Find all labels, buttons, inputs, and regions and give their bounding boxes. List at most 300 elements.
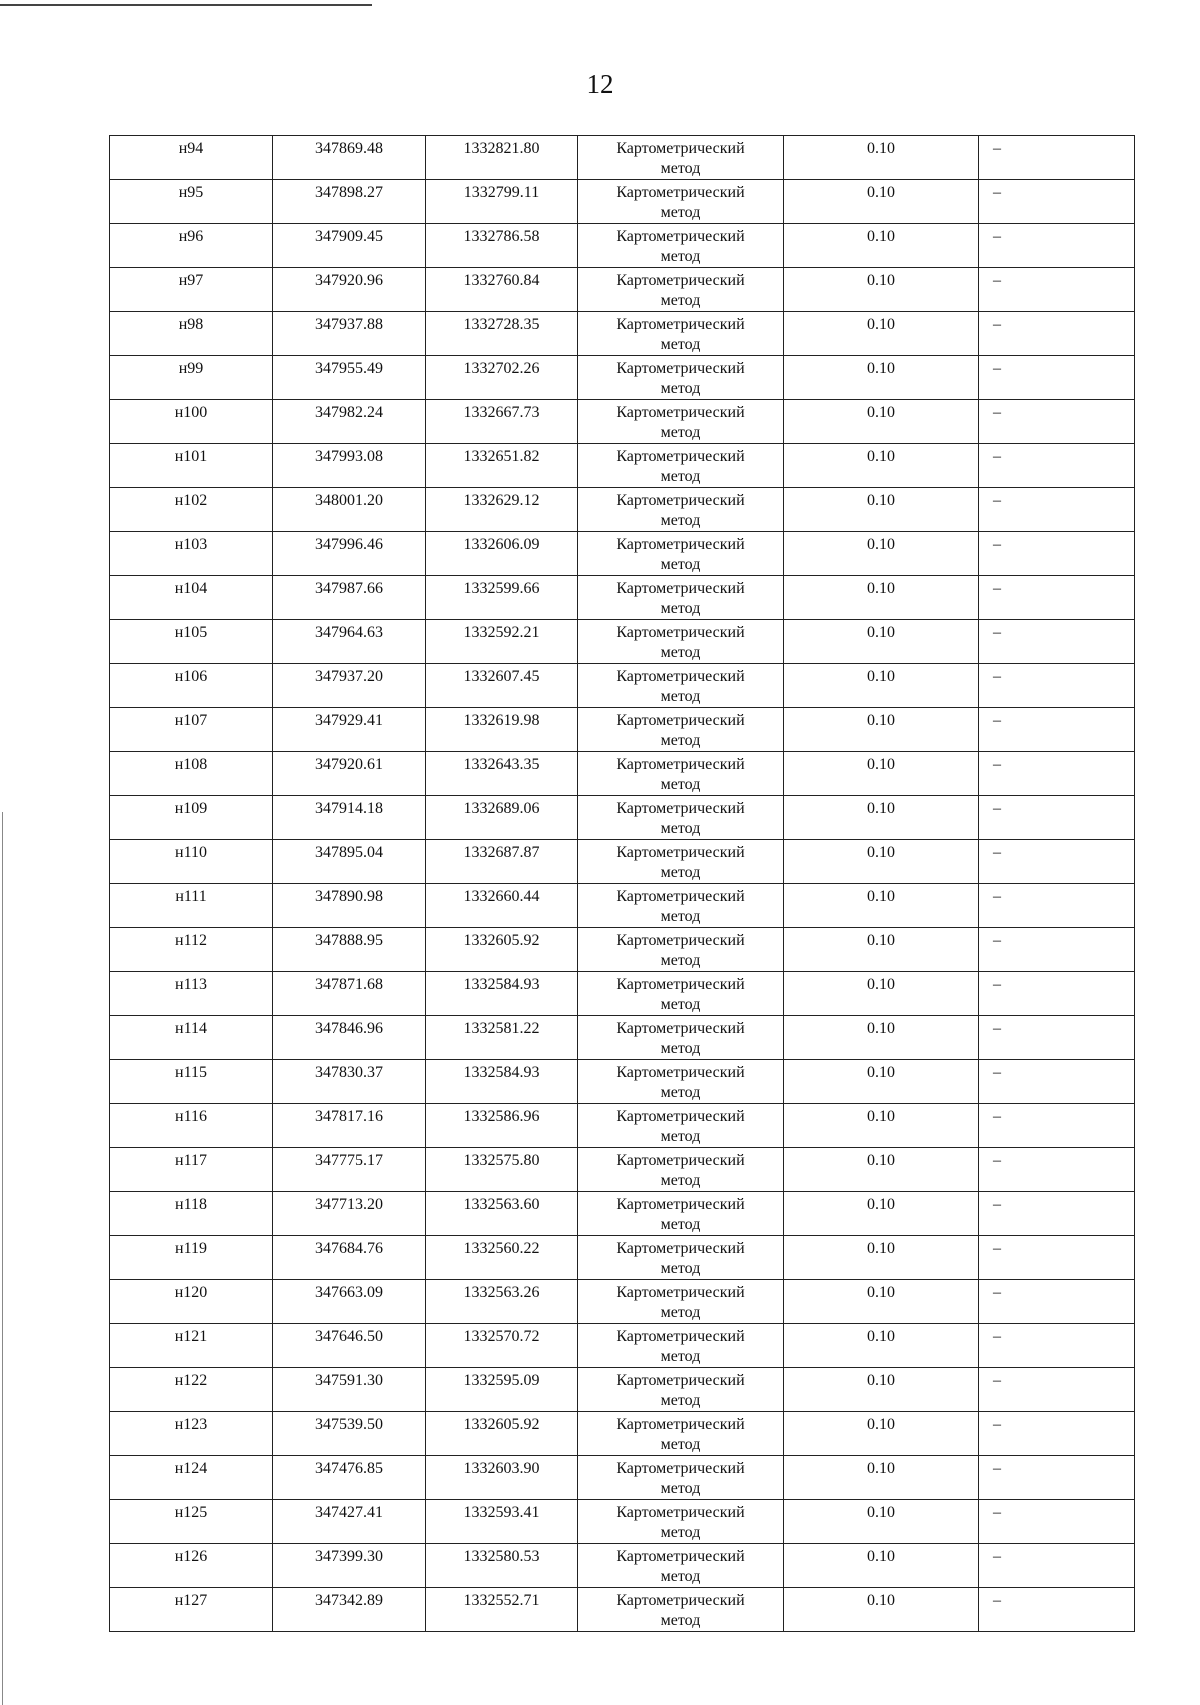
accuracy-cell: 0.10 [784, 1368, 979, 1412]
method-line-2: метод [660, 556, 701, 573]
method-line-2: метод [660, 336, 701, 353]
method-cell [578, 1236, 784, 1280]
method-line-2: метод [660, 820, 701, 837]
y-coordinate-cell: 1332581.22 [426, 1016, 578, 1060]
table-row [110, 136, 1135, 180]
method-line-2: метод [660, 468, 701, 485]
table-row [110, 1456, 1135, 1500]
method-cell [578, 1500, 784, 1544]
method-line-2: метод [660, 688, 701, 705]
point-id-cell: н122 [110, 1368, 273, 1412]
method-cell [578, 620, 784, 664]
note-cell: – [979, 400, 1135, 444]
y-coordinate-cell: 1332584.93 [426, 972, 578, 1016]
method-line-1: Картометрический [616, 360, 745, 377]
note-cell: – [979, 752, 1135, 796]
accuracy-cell: 0.10 [784, 884, 979, 928]
method-line-1: Картометрический [616, 580, 745, 597]
y-coordinate-cell: 1332619.98 [426, 708, 578, 752]
note-cell: – [979, 1192, 1135, 1236]
table-row [110, 620, 1135, 664]
note-cell: – [979, 224, 1135, 268]
method-line-2: метод [660, 600, 701, 617]
method-cell [578, 1148, 784, 1192]
method-line-1: Картометрический [616, 404, 745, 421]
accuracy-cell: 0.10 [784, 1104, 979, 1148]
table-row [110, 840, 1135, 884]
note-cell: – [979, 1500, 1135, 1544]
method-line-1: Картометрический [616, 844, 745, 861]
method-cell [578, 752, 784, 796]
table-row [110, 444, 1135, 488]
x-coordinate-cell: 348001.20 [273, 488, 426, 532]
y-coordinate-cell: 1332629.12 [426, 488, 578, 532]
method-line-1: Картометрический [616, 1328, 745, 1345]
x-coordinate-cell: 347987.66 [273, 576, 426, 620]
method-line-2: метод [660, 1040, 701, 1057]
point-id-cell: н98 [110, 312, 273, 356]
method-cell [578, 1016, 784, 1060]
accuracy-cell: 0.10 [784, 576, 979, 620]
x-coordinate-cell: 347817.16 [273, 1104, 426, 1148]
y-coordinate-cell: 1332592.21 [426, 620, 578, 664]
method-line-2: метод [660, 1480, 701, 1497]
point-id-cell: н126 [110, 1544, 273, 1588]
y-coordinate-cell: 1332799.11 [426, 180, 578, 224]
method-cell [578, 488, 784, 532]
scan-artifact-left-line [2, 812, 3, 1705]
accuracy-cell: 0.10 [784, 224, 979, 268]
method-line-1: Картометрический [616, 668, 745, 685]
method-cell [578, 928, 784, 972]
accuracy-cell: 0.10 [784, 1544, 979, 1588]
method-line-2: метод [660, 292, 701, 309]
accuracy-cell: 0.10 [784, 444, 979, 488]
method-line-1: Картометрический [616, 932, 745, 949]
method-line-1: Картометрический [616, 1152, 745, 1169]
y-coordinate-cell: 1332563.60 [426, 1192, 578, 1236]
note-cell: – [979, 1412, 1135, 1456]
point-id-cell: н114 [110, 1016, 273, 1060]
method-cell [578, 1192, 784, 1236]
note-cell: – [979, 268, 1135, 312]
table-row [110, 752, 1135, 796]
method-line-1: Картометрический [616, 1284, 745, 1301]
method-cell [578, 1588, 784, 1632]
method-line-1: Картометрический [616, 448, 745, 465]
method-line-2: метод [660, 952, 701, 969]
method-line-2: метод [660, 1260, 701, 1277]
method-cell [578, 312, 784, 356]
y-coordinate-cell: 1332667.73 [426, 400, 578, 444]
note-cell: – [979, 1544, 1135, 1588]
point-id-cell: н107 [110, 708, 273, 752]
y-coordinate-cell: 1332586.96 [426, 1104, 578, 1148]
method-line-2: метод [660, 1216, 701, 1233]
method-line-1: Картометрический [616, 1416, 745, 1433]
x-coordinate-cell: 347871.68 [273, 972, 426, 1016]
accuracy-cell: 0.10 [784, 1060, 979, 1104]
note-cell: – [979, 136, 1135, 180]
accuracy-cell: 0.10 [784, 1412, 979, 1456]
coordinates-table [109, 135, 1135, 1632]
point-id-cell: н100 [110, 400, 273, 444]
method-line-1: Картометрический [616, 756, 745, 773]
y-coordinate-cell: 1332760.84 [426, 268, 578, 312]
table-row [110, 1148, 1135, 1192]
accuracy-cell: 0.10 [784, 356, 979, 400]
accuracy-cell: 0.10 [784, 752, 979, 796]
accuracy-cell: 0.10 [784, 1016, 979, 1060]
method-line-2: метод [660, 996, 701, 1013]
method-line-1: Картометрический [616, 1240, 745, 1257]
point-id-cell: н112 [110, 928, 273, 972]
x-coordinate-cell: 347920.61 [273, 752, 426, 796]
table-row [110, 180, 1135, 224]
x-coordinate-cell: 347937.88 [273, 312, 426, 356]
x-coordinate-cell: 347993.08 [273, 444, 426, 488]
method-line-2: метод [660, 864, 701, 881]
method-line-2: метод [660, 160, 701, 177]
method-cell [578, 268, 784, 312]
table-row [110, 972, 1135, 1016]
y-coordinate-cell: 1332651.82 [426, 444, 578, 488]
x-coordinate-cell: 347646.50 [273, 1324, 426, 1368]
point-id-cell: н101 [110, 444, 273, 488]
accuracy-cell: 0.10 [784, 664, 979, 708]
point-id-cell: н116 [110, 1104, 273, 1148]
x-coordinate-cell: 347955.49 [273, 356, 426, 400]
note-cell: – [979, 444, 1135, 488]
table-row [110, 1412, 1135, 1456]
method-line-1: Картометрический [616, 1064, 745, 1081]
x-coordinate-cell: 347830.37 [273, 1060, 426, 1104]
method-line-2: метод [660, 1348, 701, 1365]
x-coordinate-cell: 347909.45 [273, 224, 426, 268]
note-cell: – [979, 356, 1135, 400]
method-line-1: Картометрический [616, 1592, 745, 1609]
accuracy-cell: 0.10 [784, 1500, 979, 1544]
method-line-2: метод [660, 424, 701, 441]
method-line-1: Картометрический [616, 228, 745, 245]
note-cell: – [979, 180, 1135, 224]
table-row [110, 532, 1135, 576]
table-row [110, 268, 1135, 312]
y-coordinate-cell: 1332552.71 [426, 1588, 578, 1632]
y-coordinate-cell: 1332607.45 [426, 664, 578, 708]
x-coordinate-cell: 347476.85 [273, 1456, 426, 1500]
method-line-2: метод [660, 732, 701, 749]
method-line-1: Картометрический [616, 1372, 745, 1389]
method-line-2: метод [660, 1612, 701, 1629]
x-coordinate-cell: 347846.96 [273, 1016, 426, 1060]
accuracy-cell: 0.10 [784, 840, 979, 884]
method-line-1: Картометрический [616, 316, 745, 333]
table-row [110, 1104, 1135, 1148]
point-id-cell: н123 [110, 1412, 273, 1456]
method-cell [578, 664, 784, 708]
accuracy-cell: 0.10 [784, 796, 979, 840]
method-line-2: метод [660, 380, 701, 397]
method-line-1: Картометрический [616, 1460, 745, 1477]
method-line-2: метод [660, 1304, 701, 1321]
point-id-cell: н104 [110, 576, 273, 620]
table-row [110, 1324, 1135, 1368]
method-line-2: метод [660, 1568, 701, 1585]
point-id-cell: н127 [110, 1588, 273, 1632]
method-line-1: Картометрический [616, 1020, 745, 1037]
method-cell [578, 1104, 784, 1148]
x-coordinate-cell: 347929.41 [273, 708, 426, 752]
note-cell: – [979, 1236, 1135, 1280]
method-line-1: Картометрический [616, 140, 745, 157]
method-line-1: Картометрический [616, 1196, 745, 1213]
method-cell [578, 356, 784, 400]
method-cell [578, 884, 784, 928]
y-coordinate-cell: 1332606.09 [426, 532, 578, 576]
point-id-cell: н111 [110, 884, 273, 928]
point-id-cell: н120 [110, 1280, 273, 1324]
point-id-cell: н113 [110, 972, 273, 1016]
accuracy-cell: 0.10 [784, 312, 979, 356]
point-id-cell: н94 [110, 136, 273, 180]
table-row [110, 400, 1135, 444]
note-cell: – [979, 664, 1135, 708]
table-row [110, 1016, 1135, 1060]
method-cell [578, 1544, 784, 1588]
note-cell: – [979, 576, 1135, 620]
table-row [110, 1544, 1135, 1588]
point-id-cell: н99 [110, 356, 273, 400]
method-line-2: метод [660, 512, 701, 529]
note-cell: – [979, 840, 1135, 884]
point-id-cell: н102 [110, 488, 273, 532]
x-coordinate-cell: 347684.76 [273, 1236, 426, 1280]
method-line-1: Картометрический [616, 624, 745, 641]
accuracy-cell: 0.10 [784, 136, 979, 180]
method-line-2: метод [660, 908, 701, 925]
accuracy-cell: 0.10 [784, 1280, 979, 1324]
method-line-1: Картометрический [616, 800, 745, 817]
y-coordinate-cell: 1332689.06 [426, 796, 578, 840]
point-id-cell: н125 [110, 1500, 273, 1544]
method-line-2: метод [660, 1392, 701, 1409]
x-coordinate-cell: 347890.98 [273, 884, 426, 928]
method-cell [578, 708, 784, 752]
table-row [110, 664, 1135, 708]
method-line-1: Картометрический [616, 1108, 745, 1125]
accuracy-cell: 0.10 [784, 488, 979, 532]
point-id-cell: н110 [110, 840, 273, 884]
table-row [110, 708, 1135, 752]
accuracy-cell: 0.10 [784, 708, 979, 752]
point-id-cell: н115 [110, 1060, 273, 1104]
method-cell [578, 1368, 784, 1412]
x-coordinate-cell: 347713.20 [273, 1192, 426, 1236]
y-coordinate-cell: 1332687.87 [426, 840, 578, 884]
note-cell: – [979, 1148, 1135, 1192]
y-coordinate-cell: 1332560.22 [426, 1236, 578, 1280]
note-cell: – [979, 884, 1135, 928]
y-coordinate-cell: 1332605.92 [426, 928, 578, 972]
y-coordinate-cell: 1332563.26 [426, 1280, 578, 1324]
accuracy-cell: 0.10 [784, 928, 979, 972]
x-coordinate-cell: 347427.41 [273, 1500, 426, 1544]
note-cell: – [979, 1456, 1135, 1500]
point-id-cell: н117 [110, 1148, 273, 1192]
note-cell: – [979, 312, 1135, 356]
y-coordinate-cell: 1332580.53 [426, 1544, 578, 1588]
point-id-cell: н121 [110, 1324, 273, 1368]
coordinates-table-body [110, 136, 1135, 1632]
method-cell [578, 840, 784, 884]
method-line-2: метод [660, 1436, 701, 1453]
method-cell [578, 136, 784, 180]
accuracy-cell: 0.10 [784, 1148, 979, 1192]
note-cell: – [979, 1016, 1135, 1060]
note-cell: – [979, 928, 1135, 972]
method-cell [578, 1324, 784, 1368]
note-cell: – [979, 972, 1135, 1016]
y-coordinate-cell: 1332570.72 [426, 1324, 578, 1368]
method-line-1: Картометрический [616, 492, 745, 509]
y-coordinate-cell: 1332603.90 [426, 1456, 578, 1500]
y-coordinate-cell: 1332786.58 [426, 224, 578, 268]
y-coordinate-cell: 1332599.66 [426, 576, 578, 620]
y-coordinate-cell: 1332643.35 [426, 752, 578, 796]
point-id-cell: н103 [110, 532, 273, 576]
table-row [110, 1588, 1135, 1632]
accuracy-cell: 0.10 [784, 1324, 979, 1368]
accuracy-cell: 0.10 [784, 180, 979, 224]
x-coordinate-cell: 347399.30 [273, 1544, 426, 1588]
table-row [110, 224, 1135, 268]
method-cell [578, 400, 784, 444]
x-coordinate-cell: 347937.20 [273, 664, 426, 708]
point-id-cell: н119 [110, 1236, 273, 1280]
method-cell [578, 972, 784, 1016]
note-cell: – [979, 708, 1135, 752]
table-row [110, 356, 1135, 400]
method-line-2: метод [660, 776, 701, 793]
method-cell [578, 1280, 784, 1324]
table-row [110, 1368, 1135, 1412]
x-coordinate-cell: 347920.96 [273, 268, 426, 312]
note-cell: – [979, 1060, 1135, 1104]
table-row [110, 488, 1135, 532]
table-row [110, 576, 1135, 620]
accuracy-cell: 0.10 [784, 1588, 979, 1632]
page-number: 12 [586, 69, 614, 99]
x-coordinate-cell: 347539.50 [273, 1412, 426, 1456]
method-cell [578, 576, 784, 620]
x-coordinate-cell: 347914.18 [273, 796, 426, 840]
scan-artifact-top-line [0, 4, 372, 6]
accuracy-cell: 0.10 [784, 620, 979, 664]
y-coordinate-cell: 1332821.80 [426, 136, 578, 180]
y-coordinate-cell: 1332605.92 [426, 1412, 578, 1456]
note-cell: – [979, 796, 1135, 840]
table-row [110, 312, 1135, 356]
y-coordinate-cell: 1332575.80 [426, 1148, 578, 1192]
x-coordinate-cell: 347775.17 [273, 1148, 426, 1192]
accuracy-cell: 0.10 [784, 268, 979, 312]
x-coordinate-cell: 347895.04 [273, 840, 426, 884]
point-id-cell: н124 [110, 1456, 273, 1500]
method-line-2: метод [660, 1524, 701, 1541]
note-cell: – [979, 1324, 1135, 1368]
accuracy-cell: 0.10 [784, 1192, 979, 1236]
table-row [110, 1060, 1135, 1104]
method-line-2: метод [660, 248, 701, 265]
accuracy-cell: 0.10 [784, 400, 979, 444]
method-cell [578, 532, 784, 576]
point-id-cell: н97 [110, 268, 273, 312]
method-cell [578, 444, 784, 488]
method-cell [578, 180, 784, 224]
note-cell: – [979, 532, 1135, 576]
method-line-1: Картометрический [616, 1548, 745, 1565]
method-line-1: Картометрический [616, 536, 745, 553]
x-coordinate-cell: 347869.48 [273, 136, 426, 180]
method-line-1: Картометрический [616, 712, 745, 729]
table-row [110, 928, 1135, 972]
y-coordinate-cell: 1332728.35 [426, 312, 578, 356]
note-cell: – [979, 488, 1135, 532]
method-cell [578, 1456, 784, 1500]
method-line-1: Картометрический [616, 976, 745, 993]
method-cell [578, 796, 784, 840]
method-line-2: метод [660, 204, 701, 221]
point-id-cell: н108 [110, 752, 273, 796]
y-coordinate-cell: 1332593.41 [426, 1500, 578, 1544]
point-id-cell: н95 [110, 180, 273, 224]
method-line-1: Картометрический [616, 888, 745, 905]
x-coordinate-cell: 347996.46 [273, 532, 426, 576]
point-id-cell: н109 [110, 796, 273, 840]
accuracy-cell: 0.10 [784, 972, 979, 1016]
x-coordinate-cell: 347342.89 [273, 1588, 426, 1632]
table-row [110, 1192, 1135, 1236]
y-coordinate-cell: 1332584.93 [426, 1060, 578, 1104]
method-line-2: метод [660, 644, 701, 661]
x-coordinate-cell: 347663.09 [273, 1280, 426, 1324]
point-id-cell: н118 [110, 1192, 273, 1236]
method-line-1: Картометрический [616, 272, 745, 289]
method-line-1: Картометрический [616, 184, 745, 201]
method-line-2: метод [660, 1084, 701, 1101]
method-cell [578, 224, 784, 268]
x-coordinate-cell: 347591.30 [273, 1368, 426, 1412]
note-cell: – [979, 1588, 1135, 1632]
note-cell: – [979, 620, 1135, 664]
y-coordinate-cell: 1332660.44 [426, 884, 578, 928]
method-line-1: Картометрический [616, 1504, 745, 1521]
x-coordinate-cell: 347964.63 [273, 620, 426, 664]
table-row [110, 884, 1135, 928]
y-coordinate-cell: 1332595.09 [426, 1368, 578, 1412]
method-line-2: метод [660, 1172, 701, 1189]
note-cell: – [979, 1280, 1135, 1324]
table-row [110, 1280, 1135, 1324]
table-row [110, 1236, 1135, 1280]
accuracy-cell: 0.10 [784, 1456, 979, 1500]
method-cell [578, 1412, 784, 1456]
table-row [110, 796, 1135, 840]
table-row [110, 1500, 1135, 1544]
accuracy-cell: 0.10 [784, 1236, 979, 1280]
point-id-cell: н105 [110, 620, 273, 664]
